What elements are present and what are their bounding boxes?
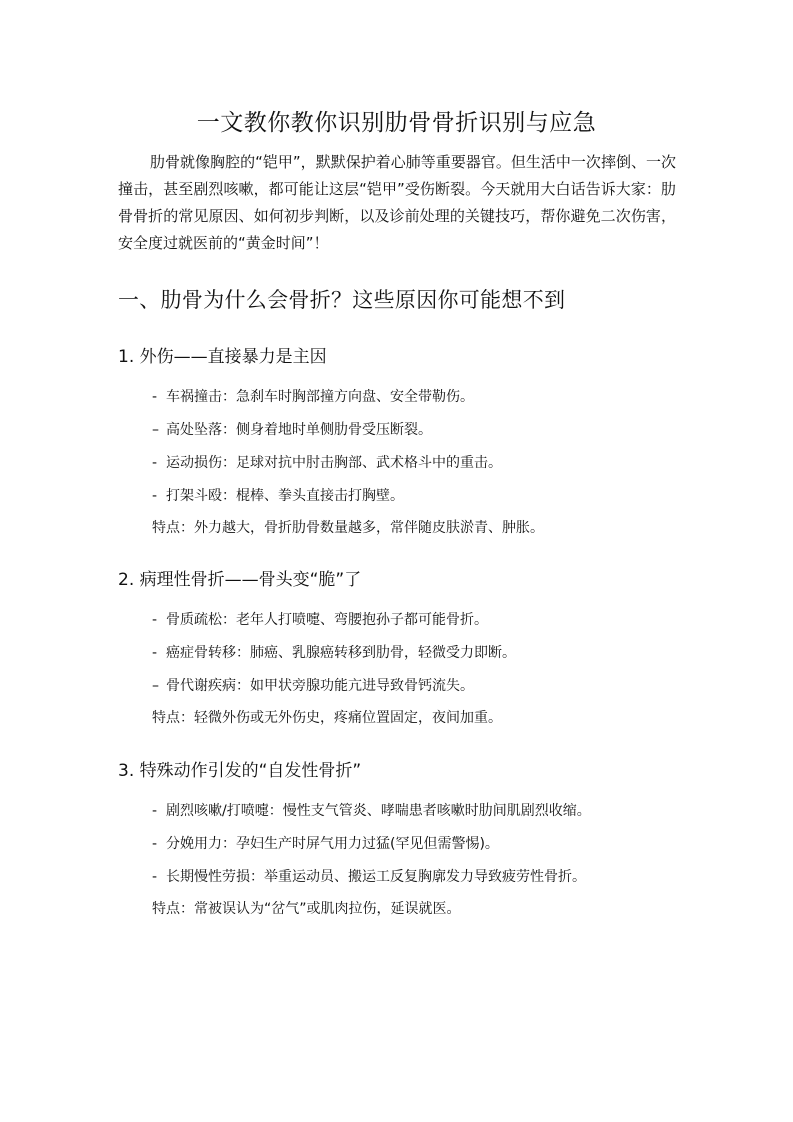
subsection-note-pathological: 特点：轻微外伤或无外伤史，疼痛位置固定，夜间加重。	[152, 710, 502, 726]
list-item	[152, 419, 502, 452]
list-item	[152, 833, 591, 866]
list-dash: -	[152, 455, 158, 471]
list-item-text: 运动损伤：足球对抗中肘击胸部、武术格斗中的重击。	[166, 455, 502, 471]
document-title: 一文教你教你识别肋骨骨折识别与应急	[196, 110, 597, 136]
list-dash: -	[152, 488, 158, 504]
list-item-text: 打架斗殴：棍棒、拳头直接击打胸壁。	[166, 488, 404, 504]
list-item	[152, 675, 516, 708]
list-dash: -	[152, 389, 158, 405]
list-dash: –	[152, 422, 159, 438]
subsection-note-trauma: 特点：外力越大，骨折肋骨数量越多，常伴随皮肤淤青、肿胀。	[152, 520, 544, 536]
list-dash: -	[152, 869, 158, 885]
list-dash: -	[152, 645, 158, 661]
list-item-text: 剧烈咳嗽/打喷嚏：慢性支气管炎、哮喘患者咳嗽时肋间肌剧烈收缩。	[166, 803, 591, 819]
list-item-text: 分娩用力：孕妇生产时屏气用力过猛(罕见但需警惕)。	[166, 836, 499, 852]
subsection-note-spontaneous: 特点：常被误认为“岔气”或肌肉拉伤，延误就医。	[152, 901, 461, 917]
list-dash: -	[152, 836, 158, 852]
list-item-text: 骨代谢疾病：如甲状旁腺功能亢进导致骨钙流失。	[166, 678, 474, 694]
subsection-heading-pathological: 2. 病理性骨折——骨头变“脆”了	[118, 570, 362, 590]
subsection-list-pathological	[152, 609, 516, 708]
list-item	[152, 386, 502, 419]
intro-paragraph: 肋骨就像胸腔的“铠甲”，默默保护着心肺等重要器官。但生活中一次摔倒、一次撞击，甚至剧烈咳嗽，都可能让这层“铠甲”受伤断裂。今天就用大白话告诉大家：肋骨骨折的常见原因、如何初步判断，以及诊前处理的关键技巧，帮你避免二次伤害，安全度过就医前的“黄金时间”！	[118, 153, 676, 252]
list-dash: -	[152, 612, 158, 628]
list-item-text: 长期慢性劳损：举重运动员、搬运工反复胸廓发力导致疲劳性骨折。	[166, 869, 586, 885]
list-item-text: 高处坠落：侧身着地时单侧肋骨受压断裂。	[166, 422, 432, 438]
list-item	[152, 485, 502, 518]
list-item-text: 骨质疏松：老年人打喷嚏、弯腰抱孙子都可能骨折。	[166, 612, 488, 628]
subsection-list-trauma	[152, 386, 502, 518]
list-dash: -	[152, 803, 158, 819]
list-item-text: 车祸撞击：急刹车时胸部撞方向盘、安全带勒伤。	[166, 389, 474, 405]
list-item-text: 癌症骨转移：肺癌、乳腺癌转移到肋骨，轻微受力即断。	[166, 645, 516, 661]
list-item	[152, 609, 516, 642]
subsection-heading-trauma: 1. 外伤——直接暴力是主因	[118, 347, 327, 367]
subsection-list-spontaneous	[152, 800, 591, 899]
list-item	[152, 452, 502, 485]
section-heading: 一、肋骨为什么会骨折？这些原因你可能想不到	[118, 288, 566, 312]
subsection-heading-spontaneous: 3. 特殊动作引发的“自发性骨折”	[118, 761, 362, 781]
list-item	[152, 866, 591, 899]
list-item	[152, 800, 591, 833]
list-dash: –	[152, 678, 159, 694]
list-item	[152, 642, 516, 675]
